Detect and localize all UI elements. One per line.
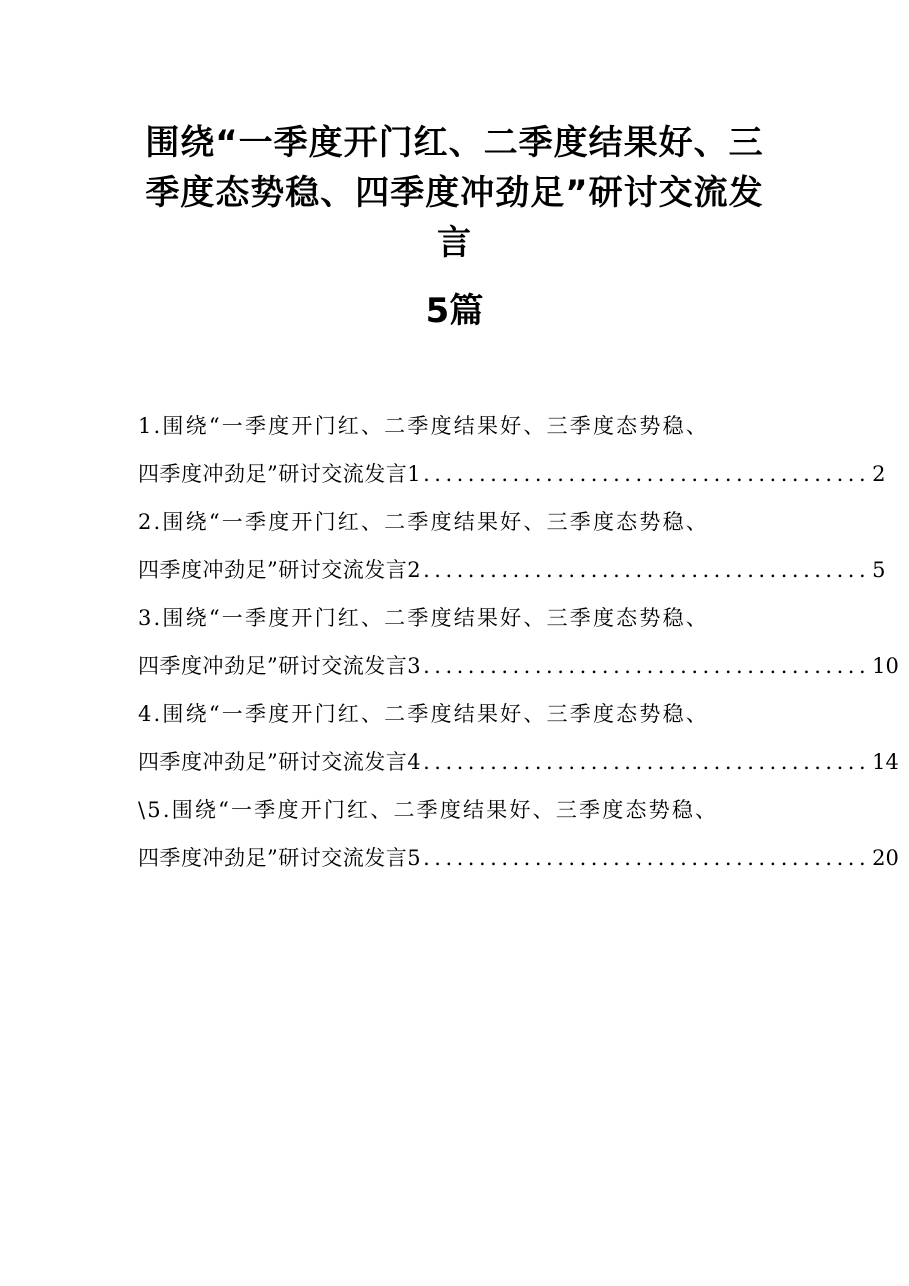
toc-entry-1[interactable] xyxy=(138,402,886,498)
toc-entry-title-line1: 4.围绕“一季度开门红、二季度结果好、三季度态势稳、 xyxy=(138,702,709,726)
toc-entry-title-line1: 2.围绕“一季度开门红、二季度结果好、三季度态势稳、 xyxy=(138,510,709,534)
toc-entry-title-end: 四季度冲劲足”研讨交流发言5 xyxy=(138,846,422,870)
document-title xyxy=(120,118,789,268)
table-of-contents xyxy=(138,402,899,882)
toc-page-number: 2 xyxy=(872,462,886,486)
toc-page-number: 10 xyxy=(872,654,899,678)
toc-entry-title-line2 xyxy=(138,450,886,498)
toc-dot-leader: ........................................ xyxy=(423,558,871,582)
toc-entry-title-line2 xyxy=(138,738,899,786)
toc-entry-title-line1: 1.围绕“一季度开门红、二季度结果好、三季度态势稳、 xyxy=(138,414,709,438)
toc-page-number: 20 xyxy=(872,846,899,870)
toc-entry-3[interactable] xyxy=(138,594,899,690)
toc-entry-2[interactable] xyxy=(138,498,886,594)
toc-entry-title-end: 四季度冲劲足”研讨交流发言3 xyxy=(138,654,422,678)
toc-entry-title-line2 xyxy=(138,642,899,690)
title-line-3: 言 xyxy=(437,223,472,263)
toc-entry-5[interactable] xyxy=(138,786,899,882)
toc-entry-title-end: 四季度冲劲足”研讨交流发言4 xyxy=(138,750,422,774)
toc-page-number: 14 xyxy=(872,750,899,774)
toc-dot-leader: ........................................ xyxy=(423,846,871,870)
document-subtitle: 5篇 xyxy=(425,291,484,331)
title-line-1: 围绕“一季度开门红、二季度结果好、三 xyxy=(145,123,764,163)
toc-entry-title-end: 四季度冲劲足”研讨交流发言1 xyxy=(138,462,422,486)
toc-entry-4[interactable] xyxy=(138,690,899,786)
toc-page-number: 5 xyxy=(872,558,886,582)
title-line-2: 季度态势稳、四季度冲劲足”研讨交流发 xyxy=(145,173,764,213)
toc-entry-title-line1: 3.围绕“一季度开门红、二季度结果好、三季度态势稳、 xyxy=(138,606,709,630)
toc-entry-title-line2 xyxy=(138,834,899,882)
toc-dot-leader: ........................................ xyxy=(423,462,871,486)
toc-entry-title-end: 四季度冲劲足”研讨交流发言2 xyxy=(138,558,422,582)
toc-dot-leader: ........................................ xyxy=(423,750,871,774)
toc-entry-title-line2 xyxy=(138,546,886,594)
toc-entry-title-line1: \5.围绕“一季度开门红、二季度结果好、三季度态势稳、 xyxy=(138,798,719,822)
toc-dot-leader: ........................................ xyxy=(423,654,871,678)
